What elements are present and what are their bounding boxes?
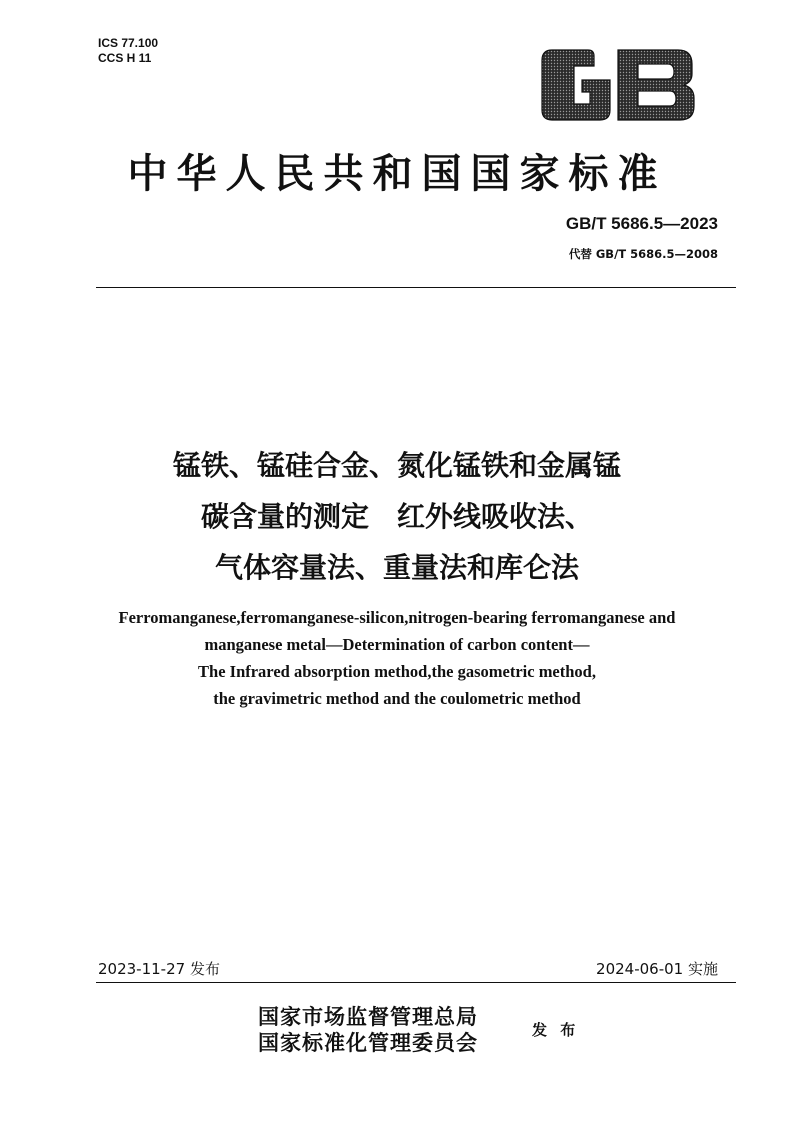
- chinese-title-line: 锰铁、锰硅合金、氮化锰铁和金属锰: [172, 449, 621, 482]
- issue-date: 2023-11-27 发布: [98, 960, 220, 978]
- chinese-title-line: 碳含量的测定 红外线吸收法、: [200, 500, 593, 533]
- english-title-line: the gravimetric method and the coulometric method: [213, 689, 581, 708]
- english-title-line: Ferromanganese,ferromanganese-silicon,nitrogen-bearing ferromanganese and: [118, 608, 676, 627]
- bottom-divider: [96, 982, 736, 983]
- classification-codes: [98, 36, 158, 66]
- issuing-authorities: [258, 1004, 478, 1056]
- national-standard-title: 中华人民共和国国家标准: [127, 151, 667, 197]
- issuer-name: 国家标准化管理委员会: [258, 1030, 478, 1055]
- gb-logo-text: GB: [538, 44, 540, 45]
- chinese-title-line: 气体容量法、重量法和库仑法: [214, 551, 579, 584]
- gb-logo: [538, 44, 698, 126]
- top-divider: [96, 287, 736, 288]
- english-title-line: The Infrared absorption method,the gasometric method,: [198, 662, 596, 681]
- chinese-title: [60, 440, 734, 593]
- replaces-standard: 代替 GB/T 5686.5—2008: [568, 247, 718, 261]
- issuer-name: 国家市场监督管理总局: [258, 1004, 478, 1029]
- standard-number: GB/T 5686.5—2023: [565, 214, 718, 233]
- publish-label: 发 布: [532, 1021, 580, 1039]
- ccs-code: CCS H 11: [98, 51, 152, 65]
- ics-code: ICS 77.100: [98, 36, 159, 50]
- english-title: [60, 604, 734, 712]
- english-title-line: manganese metal—Determination of carbon content—: [204, 635, 590, 654]
- implementation-date: 2024-06-01 实施: [596, 960, 718, 978]
